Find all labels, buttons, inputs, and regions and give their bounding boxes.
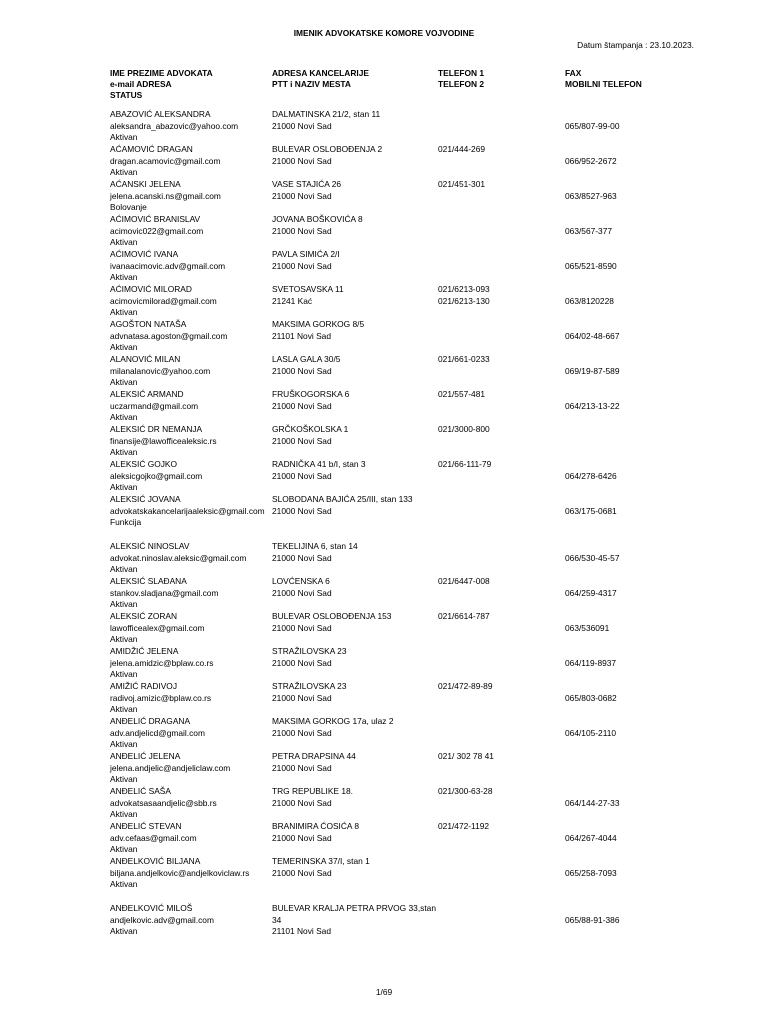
lawyer-fax-mobile	[565, 681, 617, 704]
fax	[565, 611, 609, 623]
lawyer-fax-mobile	[565, 284, 614, 307]
office-city: 21101 Novi Sad	[272, 330, 331, 341]
lawyer-address	[272, 494, 413, 517]
phone-1: 021/6213-093	[438, 284, 490, 294]
fax	[565, 786, 619, 798]
fax	[565, 903, 619, 915]
fax	[565, 459, 617, 471]
lawyer-status: Aktivan	[110, 704, 138, 715]
lawyer-address	[272, 459, 366, 482]
lawyer-name: ALEKSIĆ ARMAND	[110, 389, 184, 399]
lawyer-status: Aktivan	[110, 482, 138, 493]
office-address: SLOBODANA BAJIĆA 25/III, stan 133	[272, 494, 413, 504]
lawyer-identity	[110, 214, 203, 249]
office-address: DALMATINSKA 21/2, stan 11	[272, 109, 381, 119]
lawyer-address	[272, 424, 348, 447]
lawyer-status: Aktivan	[110, 879, 138, 890]
lawyer-address	[272, 109, 380, 132]
lawyer-fax-mobile	[565, 716, 616, 739]
mobile-phone: 065/88-91-386	[565, 914, 620, 925]
lawyer-fax-mobile	[565, 109, 619, 132]
lawyer-fax-mobile	[565, 144, 617, 167]
lawyer-identity	[110, 576, 218, 611]
lawyer-name: ALEKSIĆ ZORAN	[110, 611, 178, 621]
lawyer-email: ivanaacimovic.adv@gmail.com	[110, 260, 226, 271]
lawyer-phones	[438, 459, 491, 482]
lawyer-address	[272, 284, 344, 307]
lawyer-address	[272, 179, 341, 202]
lawyer-identity	[110, 494, 265, 529]
lawyer-address	[272, 903, 436, 938]
lawyer-email: radivoj.amizic@bplaw.co.rs	[110, 692, 212, 703]
office-city: 21000 Novi Sad	[272, 505, 332, 516]
lawyer-name: ANĐELKOVIĆ MILOŠ	[110, 903, 193, 913]
lawyer-address	[272, 144, 382, 167]
phone-1: 021/6447-008	[438, 576, 490, 586]
office-address: SVETOSAVSKA 11	[272, 284, 344, 294]
lawyer-name: ABAZOVIĆ ALEKSANDRA	[110, 109, 211, 119]
fax	[565, 144, 617, 156]
lawyer-email: jelena.acanski.ns@gmail.com	[110, 190, 221, 201]
lawyer-status: Aktivan	[110, 564, 138, 575]
mobile-phone: 064/259-4317	[565, 587, 617, 598]
phone-2: 021/6213-130	[438, 295, 490, 306]
lawyer-name: ALEKSIĆ DR NEMANJA	[110, 424, 203, 434]
lawyer-fax-mobile	[565, 179, 617, 202]
lawyer-name: AĆIMOVIĆ BRANISLAV	[110, 214, 201, 224]
lawyer-status: Aktivan	[110, 599, 138, 610]
lawyer-identity	[110, 109, 238, 144]
lawyer-status: Aktivan	[110, 669, 138, 680]
lawyer-address	[272, 646, 346, 669]
lawyer-status: Aktivan	[110, 272, 138, 283]
header-name-label: IME PREZIME ADVOKATA	[110, 68, 213, 78]
phone-2	[438, 693, 492, 705]
lawyer-status: Funkcija	[110, 517, 142, 528]
lawyer-address	[272, 354, 340, 377]
phone-1: 021/66-111-79	[438, 459, 492, 469]
office-address: FRUŠKOGORSKA 6	[272, 389, 350, 399]
fax	[565, 179, 617, 191]
lawyer-identity	[110, 179, 221, 214]
lawyer-status: Aktivan	[110, 774, 138, 785]
office-city: 21000 Novi Sad	[272, 120, 332, 131]
mobile-phone: 064/02-48-667	[565, 330, 620, 341]
lawyer-email: stankov.sladjana@gmail.com	[110, 587, 219, 598]
lawyer-identity	[110, 284, 217, 319]
header-email-label: e-mail ADRESA	[110, 79, 172, 89]
office-address: MAKSIMA GORKOG 17a, ulaz 2	[272, 716, 394, 726]
mobile-phone: 063/8527-963	[565, 190, 617, 201]
lawyer-phones	[438, 389, 485, 412]
office-city: 21000 Novi Sad	[272, 190, 332, 201]
office-address: LASLA GALA 30/5	[272, 354, 341, 364]
mobile-phone: 065/807-99-00	[565, 120, 620, 131]
fax	[565, 541, 619, 553]
office-city: 21000 Novi Sad	[272, 470, 332, 481]
lawyer-status: Aktivan	[110, 844, 138, 855]
lawyer-email: advokatskakancelarijaaleksic@gmail.com	[110, 505, 265, 516]
phone-2	[438, 623, 490, 635]
fax	[565, 681, 617, 693]
phone-1: 021/3000-800	[438, 424, 490, 434]
mobile-phone: 066/530-45-57	[565, 552, 620, 563]
mobile-phone: 064/213-13-22	[565, 400, 620, 411]
fax	[565, 646, 616, 658]
lawyer-name: ANĐELIĆ DRAGANA	[110, 716, 191, 726]
lawyer-email: advnatasa.agoston@gmail.com	[110, 330, 228, 341]
lawyer-phones	[438, 179, 485, 202]
header-city-label: PTT i NAZIV MESTA	[272, 79, 351, 89]
lawyer-identity	[110, 459, 202, 494]
header-col-address	[272, 68, 369, 90]
lawyer-name: AGOŠTON NATAŠA	[110, 319, 187, 329]
phone-1: 021/472-89-89	[438, 681, 493, 691]
lawyer-email: aleksandra_abazovic@yahoo.com	[110, 120, 239, 131]
lawyer-status: Aktivan	[110, 447, 138, 458]
lawyer-phones	[438, 751, 494, 774]
fax	[565, 319, 619, 331]
lawyer-identity	[110, 389, 198, 424]
lawyer-fax-mobile	[565, 214, 612, 237]
lawyer-fax-mobile	[565, 786, 619, 809]
header-address-label: ADRESA KANCELARIJE	[272, 68, 369, 78]
office-address: BULEVAR OSLOBOĐENJA 2	[272, 144, 383, 154]
office-city: 21000 Novi Sad	[272, 435, 332, 446]
lawyer-fax-mobile	[565, 459, 617, 482]
phone-1: 021/300-63-28	[438, 786, 493, 796]
lawyer-email: advokat.ninoslav.aleksic@gmail.com	[110, 552, 247, 563]
lawyer-address	[272, 249, 340, 272]
mobile-phone: 064/144-27-33	[565, 797, 620, 808]
phone-1: 021/444-269	[438, 144, 486, 154]
lawyer-status: Aktivan	[110, 412, 138, 423]
lawyer-email: lawofficealex@gmail.com	[110, 622, 205, 633]
fax	[565, 576, 617, 588]
header-tel1-label: TELEFON 1	[438, 68, 485, 78]
lawyer-address	[272, 751, 356, 774]
lawyer-email: dragan.acamovic@gmail.com	[110, 155, 221, 166]
lawyer-phones	[438, 611, 490, 634]
fax	[565, 856, 617, 868]
lawyer-name: AĆIMOVIĆ MILORAD	[110, 284, 192, 294]
fax	[565, 821, 617, 833]
lawyer-fax-mobile	[565, 646, 616, 669]
lawyer-address	[272, 214, 363, 237]
lawyer-email: advokatsasaandjelic@sbb.rs	[110, 797, 217, 808]
lawyer-email: jelena.andjelic@andjeliclaw.com	[110, 762, 231, 773]
phone-2	[438, 833, 489, 845]
office-city: 21000 Novi Sad	[272, 365, 332, 376]
lawyer-name: AĆANSKI JELENA	[110, 179, 181, 189]
phone-2	[438, 191, 485, 203]
office-address: VASE STAJIĆA 26	[272, 179, 342, 189]
lawyer-fax-mobile	[565, 903, 619, 926]
lawyer-status: Aktivan	[110, 307, 138, 318]
lawyer-identity	[110, 424, 217, 459]
lawyer-status: Aktivan	[110, 342, 138, 353]
mobile-phone: 066/952-2672	[565, 155, 617, 166]
lawyer-name: ALEKSIĆ SLAĐANA	[110, 576, 187, 586]
office-address: TEMERINSKA 37/I, stan 1	[272, 856, 370, 866]
lawyer-identity	[110, 249, 225, 284]
fax	[565, 716, 616, 728]
office-city: 21000 Novi Sad	[272, 832, 332, 843]
lawyer-identity	[110, 716, 205, 751]
office-address: BULEVAR KRALJA PETRA PRVOG 33,stan	[272, 903, 437, 913]
header-col-phone	[438, 68, 484, 90]
lawyer-identity	[110, 751, 230, 786]
lawyer-phones	[438, 821, 489, 844]
document-title: IMENIK ADVOKATSKE KOMORE VOJVODINE	[293, 28, 475, 38]
phone-2	[438, 798, 492, 810]
lawyer-name: ANĐELKOVIĆ BILJANA	[110, 856, 201, 866]
lawyer-status: Bolovanje	[110, 202, 147, 213]
phone-1: 021/472-1192	[438, 821, 490, 831]
lawyer-address	[272, 856, 370, 879]
office-city: 21000 Novi Sad	[272, 692, 332, 703]
office-city: 21000 Novi Sad	[272, 225, 332, 236]
lawyer-name: ANĐELIĆ SAŠA	[110, 786, 171, 796]
lawyer-name: AĆAMOVIĆ DRAGAN	[110, 144, 193, 154]
lawyer-identity	[110, 144, 220, 179]
lawyer-identity	[110, 611, 204, 646]
office-city: 21241 Kać	[272, 295, 313, 306]
lawyer-identity	[110, 681, 211, 716]
lawyer-email: aleksicgojko@gmail.com	[110, 470, 203, 481]
phone-2	[438, 401, 485, 413]
phone-1: 021/ 302 78 41	[438, 751, 494, 761]
lawyer-identity	[110, 646, 213, 681]
fax	[565, 494, 617, 506]
lawyer-email: uczarmand@gmail.com	[110, 400, 199, 411]
office-address: STRAŽILOVSKA 23	[272, 646, 347, 656]
lawyer-fax-mobile	[565, 354, 619, 377]
mobile-phone: 063/536091	[565, 622, 610, 633]
header-col-name	[110, 68, 213, 101]
lawyer-status: Aktivan	[110, 634, 138, 645]
fax	[565, 284, 614, 296]
phone-2	[438, 763, 494, 775]
office-city: 21000 Novi Sad	[272, 657, 332, 668]
lawyer-address	[272, 681, 346, 704]
lawyer-email: finansije@lawofficealeksic.rs	[110, 435, 217, 446]
lawyer-address	[272, 319, 364, 342]
lawyer-identity	[110, 541, 246, 576]
office-address: JOVANA BOŠKOVIĆA 8	[272, 214, 363, 224]
mobile-phone: 064/278-6426	[565, 470, 617, 481]
lawyer-identity	[110, 903, 214, 938]
office-address: PETRA DRAPSINA 44	[272, 751, 356, 761]
office-address: LOVĆENSKA 6	[272, 576, 330, 586]
lawyer-email: adv.andjelicd@gmail.com	[110, 727, 205, 738]
lawyer-address	[272, 576, 332, 599]
phone-2	[438, 156, 485, 168]
lawyer-address	[272, 786, 353, 809]
phone-1: 021/557-481	[438, 389, 486, 399]
lawyer-fax-mobile	[565, 856, 617, 879]
phone-1: 021/6614-787	[438, 611, 490, 621]
office-address: PAVLA SIMIĆA 2/I	[272, 249, 340, 259]
lawyer-fax-mobile	[565, 541, 619, 564]
office-city: 21000 Novi Sad	[272, 797, 332, 808]
mobile-phone: 069/19-87-589	[565, 365, 620, 376]
lawyer-fax-mobile	[565, 494, 617, 517]
header-fax-label: FAX	[565, 68, 582, 78]
lawyer-status: Aktivan	[110, 926, 138, 937]
lawyer-phones	[438, 354, 490, 377]
lawyer-phones	[438, 576, 490, 599]
office-city: 21000 Novi Sad	[272, 622, 332, 633]
office-city: 21000 Novi Sad	[272, 552, 332, 563]
office-address: GRČKOŠKOLSKA 1	[272, 424, 349, 434]
header-col-fax	[565, 68, 642, 90]
phone-1: 021/451-301	[438, 179, 486, 189]
header-status-label: STATUS	[110, 90, 143, 100]
lawyer-name: ALANOVIĆ MILAN	[110, 354, 181, 364]
lawyer-name: ALEKSIĆ JOVANA	[110, 494, 181, 504]
lawyer-phones	[438, 786, 492, 809]
lawyer-status: Aktivan	[110, 132, 138, 143]
office-city: 21000 Novi Sad	[272, 727, 332, 738]
lawyer-fax-mobile	[565, 576, 617, 599]
lawyer-status: Aktivan	[110, 237, 138, 248]
office-city: 21000 Novi Sad	[272, 400, 332, 411]
lawyer-phones	[438, 144, 485, 167]
office-city: 21000 Novi Sad	[272, 762, 332, 773]
lawyer-phones	[438, 681, 492, 704]
mobile-phone: 064/105-2110	[565, 727, 617, 738]
lawyer-status: Aktivan	[110, 809, 138, 820]
phone-2	[438, 366, 490, 378]
office-city: 21101 Novi Sad	[272, 926, 331, 937]
office-address: MAKSIMA GORKOG 8/5	[272, 319, 365, 329]
lawyer-name: ALEKSIĆ GOJKO	[110, 459, 178, 469]
fax	[565, 354, 619, 366]
lawyer-name: ALEKSIĆ NINOSLAV	[110, 541, 190, 551]
mobile-phone: 064/267-4044	[565, 832, 617, 843]
office-city: 21000 Novi Sad	[272, 260, 332, 271]
lawyer-name: ANĐELIĆ JELENA	[110, 751, 181, 761]
lawyer-fax-mobile	[565, 319, 619, 342]
lawyer-name: ANĐELIĆ STEVAN	[110, 821, 182, 831]
office-city: 21000 Novi Sad	[272, 867, 332, 878]
lawyer-email: jelena.amidzic@bplaw.co.rs	[110, 657, 214, 668]
lawyer-address	[272, 541, 358, 564]
office-address: TRG REPUBLIKE 18.	[272, 786, 353, 796]
lawyer-email: biljana.andjelkovic@andjelkoviclaw.rs	[110, 867, 250, 878]
office-address: RADNIČKA 41 b/I, stan 3	[272, 459, 366, 469]
office-address-cont: 34	[272, 914, 282, 925]
lawyer-status: Aktivan	[110, 377, 138, 388]
lawyer-identity	[110, 786, 217, 821]
phone-1: 021/661-0233	[438, 354, 490, 364]
lawyer-fax-mobile	[565, 249, 617, 272]
lawyer-identity	[110, 856, 249, 891]
mobile-phone: 065/258-7093	[565, 867, 617, 878]
office-city: 21000 Novi Sad	[272, 155, 332, 166]
office-address: STRAŽILOVSKA 23	[272, 681, 347, 691]
lawyer-email: acimovic022@gmail.com	[110, 225, 204, 236]
lawyer-name: AĆIMOVIĆ IVANA	[110, 249, 179, 259]
mobile-phone: 063/567-377	[565, 225, 613, 236]
lawyer-identity	[110, 319, 227, 354]
lawyer-status: Aktivan	[110, 739, 138, 750]
lawyer-email: andjelkovic.adv@gmail.com	[110, 914, 214, 925]
lawyer-email: milanalanovic@yahoo.com	[110, 365, 211, 376]
lawyer-name: AMIŽIĆ RADIVOJ	[110, 681, 178, 691]
mobile-phone: 064/119-8937	[565, 657, 617, 668]
mobile-phone: 063/8120228	[565, 295, 614, 306]
lawyer-phones	[438, 284, 490, 307]
lawyer-status: Aktivan	[110, 167, 138, 178]
office-address: TEKELIJINA 6, stan 14	[272, 541, 358, 551]
phone-2	[438, 436, 490, 448]
page-number: 1/69	[375, 987, 393, 997]
lawyer-email: acimovicmilorad@gmail.com	[110, 295, 217, 306]
phone-2	[438, 588, 490, 600]
office-address: BRANIMIRA ĆOSIĆA 8	[272, 821, 360, 831]
lawyer-address	[272, 821, 359, 844]
mobile-phone: 065/803-0682	[565, 692, 617, 703]
mobile-phone: 063/175-0681	[565, 505, 617, 516]
lawyer-address	[272, 716, 393, 739]
lawyer-identity	[110, 354, 210, 389]
fax	[565, 214, 612, 226]
office-city: 21000 Novi Sad	[272, 587, 332, 598]
lawyer-identity	[110, 821, 197, 856]
lawyer-name: AMIDŽIĆ JELENA	[110, 646, 179, 656]
mobile-phone: 065/521-8590	[565, 260, 617, 271]
lawyer-address	[272, 389, 349, 412]
print-date: Datum štampanja : 23.10.2023.	[577, 40, 694, 50]
fax	[565, 389, 619, 401]
lawyer-phones	[438, 424, 490, 447]
lawyer-fax-mobile	[565, 611, 609, 634]
phone-2	[438, 471, 491, 483]
office-address: BULEVAR OSLOBOĐENJA 153	[272, 611, 392, 621]
fax	[565, 249, 617, 261]
fax	[565, 109, 619, 121]
lawyer-fax-mobile	[565, 389, 619, 412]
header-mobile-label: MOBILNI TELEFON	[565, 79, 642, 89]
lawyer-fax-mobile	[565, 821, 617, 844]
lawyer-email: adv.cefaas@gmail.com	[110, 832, 197, 843]
header-tel2-label: TELEFON 2	[438, 79, 485, 89]
lawyer-address	[272, 611, 391, 634]
